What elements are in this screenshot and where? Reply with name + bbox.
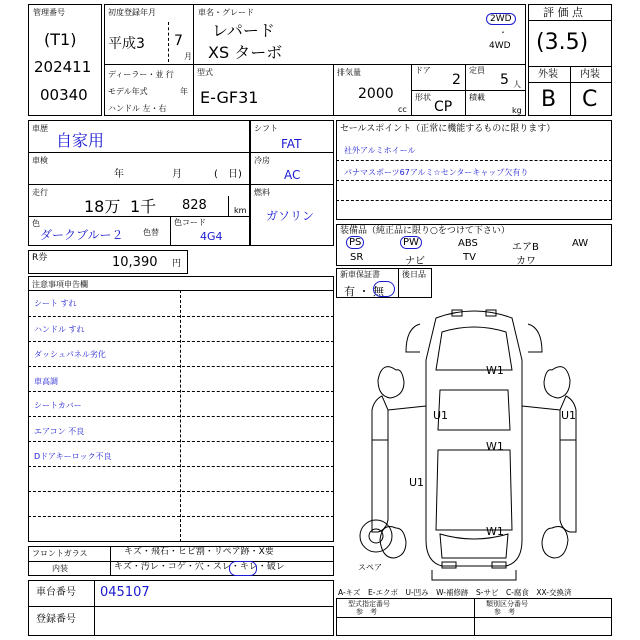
name-line1: レパード — [212, 21, 275, 40]
rating-score: (3.5) — [536, 30, 589, 55]
fuel-label: 燃料 — [254, 188, 270, 197]
chassis-value: 045107 — [100, 585, 150, 600]
note-7: Dドアキーロック不良 — [34, 452, 112, 461]
equip-ps: PS — [346, 237, 364, 248]
mgmt-label: 管理番号 — [33, 8, 65, 17]
load-unit: kg — [512, 106, 522, 115]
cap-label: 定員 — [469, 66, 485, 75]
sales-label: セールスポイント（正常に機能するものに限ります） — [340, 124, 556, 134]
reg-era: 平成3 — [108, 36, 145, 52]
inspection-year: 年 — [114, 169, 124, 180]
shift-label: シフト — [254, 124, 278, 133]
warranty-label: 新車保証書 — [340, 270, 380, 279]
warranty-value: 有 ・ 無 — [344, 285, 384, 298]
note-1: シート すれ — [34, 299, 77, 308]
dealer-label: ディーラー・並 行 — [108, 70, 174, 79]
year-unit: 年 — [180, 87, 188, 96]
interior-label: 内装 — [52, 564, 68, 573]
chassis-label: 車台番号 — [36, 587, 76, 598]
mgmt-num1: 202411 — [34, 58, 92, 76]
equip-leather: カワ — [516, 256, 536, 267]
door-value: 2 — [452, 72, 461, 88]
note-5: シートカバー — [34, 401, 82, 410]
recycle-value: 10,390 — [112, 255, 158, 270]
ext-value: B — [541, 87, 557, 112]
inspection-month: 月 — [172, 169, 182, 180]
interior-circle — [229, 561, 257, 576]
foot-c: 参 考 — [356, 608, 377, 616]
note-3: ダッシュパネル劣化 — [34, 350, 106, 359]
mileage-man: 18万 — [84, 197, 121, 216]
mileage-sen: 1千 — [130, 197, 157, 216]
reg-month-unit: 月 — [184, 52, 192, 61]
sales-item-1: 社外アルミホイール — [344, 146, 416, 155]
map-w1-mid: W1 — [486, 440, 504, 453]
color-code: 4G4 — [200, 230, 223, 243]
use-value: 自家用 — [56, 131, 105, 150]
drive-4wd: 4WD — [489, 41, 511, 51]
equip-label: 装備品（純正品に限り○をつけて下さい） — [340, 226, 510, 236]
reg-month: 7 — [174, 33, 183, 49]
type-label: 型式 — [197, 68, 213, 77]
glass-label: フロントガラス — [32, 549, 88, 558]
foot-d: 参 考 — [494, 608, 515, 616]
back-label: 後日品 — [402, 270, 426, 279]
map-w1-top: W1 — [486, 364, 504, 377]
shift-value: FAT — [281, 137, 302, 151]
cap-unit: 人 — [513, 80, 521, 89]
load-label: 積載 — [469, 93, 485, 102]
mileage-rest: 828 — [182, 198, 207, 213]
type-value: E-GF31 — [200, 88, 259, 107]
equip-sr: SR — [350, 252, 364, 263]
mgmt-t: (T1) — [44, 30, 77, 49]
equip-abs: ABS — [458, 238, 478, 249]
disp-unit: cc — [398, 105, 407, 114]
int-label: 内装 — [580, 69, 600, 80]
disp-label: 排気量 — [337, 68, 361, 77]
cap-value: 5 — [500, 72, 509, 88]
map-u1-lower: U1 — [409, 476, 425, 489]
drive-2wd: 2WD — [486, 13, 516, 25]
mileage-label: 走行 — [32, 188, 48, 197]
regno-label: 登録番号 — [36, 614, 76, 625]
equip-pw: PW — [400, 237, 422, 248]
int-value: C — [582, 87, 598, 112]
rating-label: 評 価 点 — [543, 6, 583, 19]
foot-b: 類別区分番号 — [486, 600, 528, 608]
color-label: 色 — [32, 219, 40, 228]
color-code-label: 色コード — [174, 218, 206, 227]
inspection-day: 日) — [228, 169, 242, 180]
recycle-box — [28, 250, 188, 274]
ac-label: 冷房 — [254, 156, 270, 165]
name-label: 車名・グレード — [198, 8, 254, 17]
map-spare: スペア — [358, 563, 382, 572]
notes-label: 注意事項申告欄 — [32, 280, 88, 289]
reg-label: 初度登録年月 — [108, 8, 156, 17]
map-w1-bot: W1 — [486, 525, 504, 538]
equip-aw: AW — [572, 238, 589, 249]
mileage-unit: km — [234, 206, 247, 215]
interior-value: キズ・汚レ・コゲ・穴・スレ・キレ・破レ — [114, 562, 285, 572]
shape-value: CP — [434, 99, 453, 115]
equip-navi: ナビ — [405, 256, 425, 267]
legend: A-キズ E-エクボ U-凹み W-補修跡 S-サビ C-腐食 XX-交換済 — [338, 588, 572, 597]
recycle-unit: 円 — [172, 259, 182, 269]
name-line2: XS ターボ — [208, 43, 283, 62]
map-u1-left: U1 — [433, 409, 449, 422]
inspection-paren: ( — [214, 169, 218, 180]
warranty-circle — [373, 281, 395, 297]
shape-label: 形状 — [415, 93, 431, 102]
door-label: ドア — [415, 66, 431, 75]
equip-airbag: エアB — [512, 242, 539, 253]
ac-value: AC — [284, 168, 301, 182]
map-u1-right: U1 — [561, 409, 577, 422]
car-diagram — [336, 300, 612, 584]
glass-value: キズ・飛石・ヒビ割・リペア跡・X要 — [124, 547, 274, 557]
model-year-label: モデル年式 — [108, 87, 148, 96]
note-2: ハンドル すれ — [34, 325, 85, 334]
mgmt-num2: 00340 — [40, 86, 88, 104]
note-6: エアコン 不良 — [34, 427, 85, 436]
drive-dot: ・ — [499, 28, 507, 37]
equip-tv: TV — [463, 252, 476, 263]
ext-label: 外装 — [538, 69, 558, 80]
sales-item-2: パナマスポーツ67アルミ☆センターキャップ欠有り — [344, 168, 529, 177]
use-label: 車歴 — [32, 124, 48, 133]
color-value: ダークブルー２ — [40, 228, 124, 242]
recycle-label: R券 — [32, 253, 48, 263]
handle-label: ハンドル 左・右 — [108, 104, 167, 113]
disp-value: 2000 — [358, 86, 394, 102]
note-4: 車高調 — [34, 377, 58, 386]
inspection-label: 車検 — [32, 156, 48, 165]
color-sub: 色替 — [143, 228, 159, 237]
fuel-value: ガソリン — [266, 209, 315, 223]
foot-a: 型式指定番号 — [348, 600, 390, 608]
